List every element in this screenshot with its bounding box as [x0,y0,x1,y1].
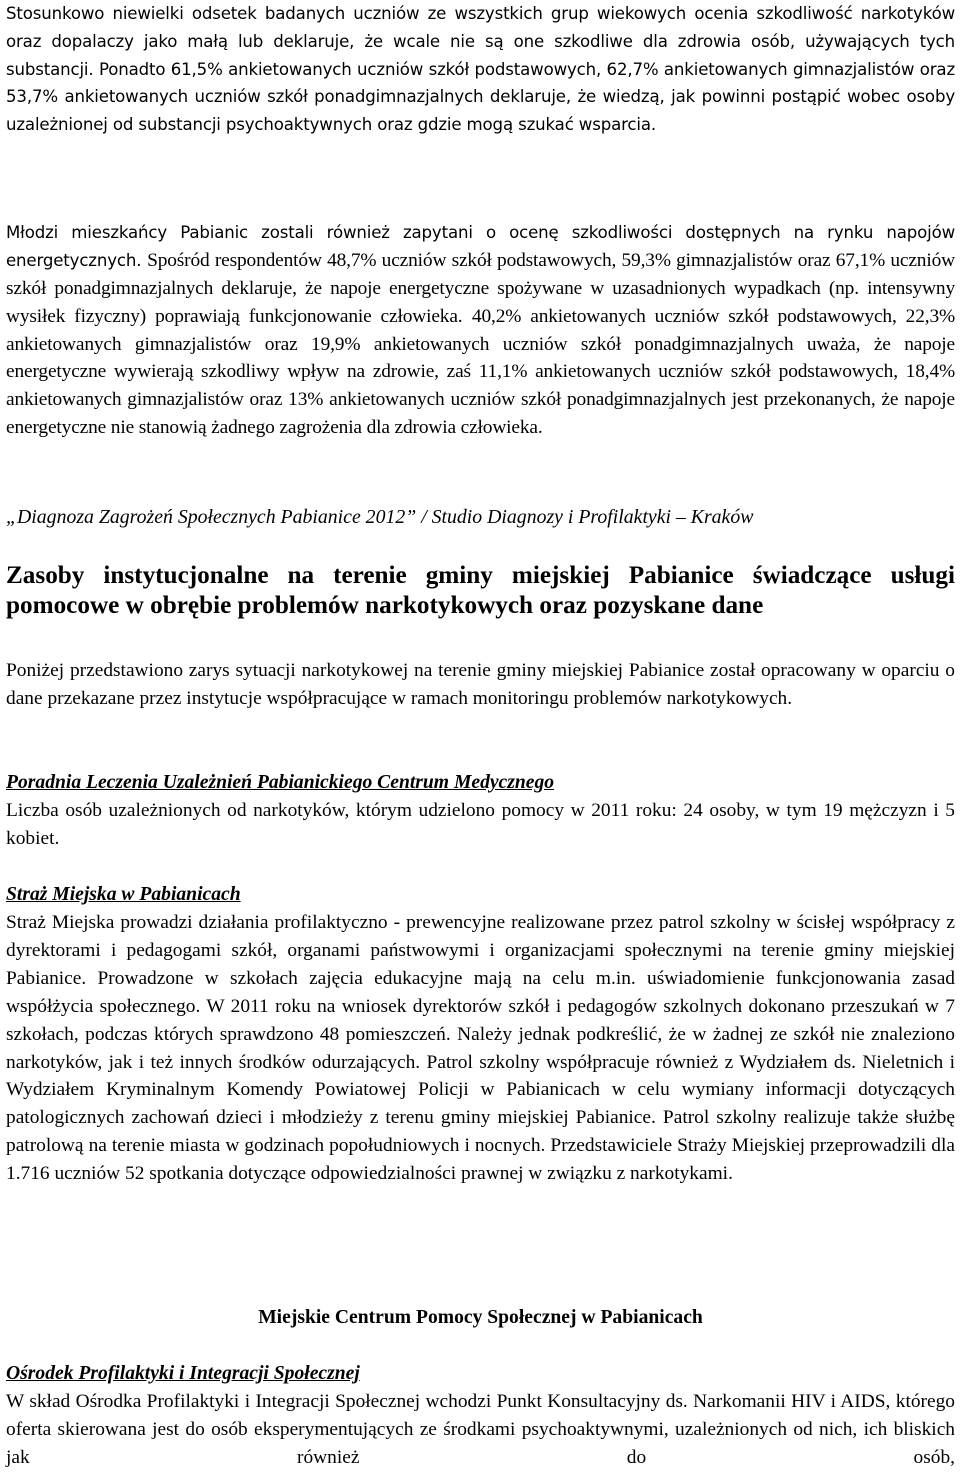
paragraph-text: 40,2% ankietowanych uczniów szkół podstawowych, 22,3% ankietowanych gimnazjalistów oraz 19,9% ankietowanych uczniów szkół ponadgimnazjalnych uważa, że napoje energetyczne wywierają szkodliwy wpływ na zdrowie, zaś 11,1% ankietowanych uczniów szkół podstawowych, 18,4% ankietowanych gimnazjalistów oraz 13% ankietowanych uczniów szkół ponadgimnazjalnych jest przekonanych, że napoje energetyczne nie stanowią żadnego zagrożenia dla zdrowia człowieka. [6,305,956,439]
paragraph-text: Spośród respondentów 48,7% uczniów szkół podstawowych, 59,3% gimnazjalistów oraz 67,1% uczniów szkół ponadgimnazjalnych deklaruje, że napoje energetyczne spożywane w uzasadnionych wypadkach (np. intensywny wysiłek fizyczny) poprawiają funkcjonowanie człowieka. [6,249,955,327]
intro-paragraph: Poniżej przedstawiono zarys sytuacji narkotykowej na terenie gminy miejskiej Pabianice został opracowany w oparciu o dane przekazane przez instytucje współpracujące w ramach monitoringu problemów narkotykowych. [6,660,955,709]
osrodek-paragraph: W skład Ośrodka Profilaktyki i Integracji Społecznej wchodzi Punkt Konsultacyjny ds. Narkomanii HIV i AIDS, którego oferta skierowana jest do osób eksperymentujących ze środkami psychoaktywnymi, uzależnionych od nich, ich bliskich jak również do osób, [6,1391,955,1468]
straz-paragraph: Straż Miejska prowadzi działania profilaktyczno - prewencyjne realizowane przez patrol szkolny w ścisłej współpracy z dyrektorami i pedagogami szkół, organami państwowymi i organizacjami społecznymi na terenie gminy miejskiej Pabianice. Prowadzone w szkołach zajęcia edukacyjne mają na celu m.in. uświadomienie funkcjonowania zasad współżycia społecznego. W 2011 roku na wniosek dyrektorów szkół i pedagogów szkolnych dokonano przeszukań w 7 szkołach, podczas których sprawdzono 48 pomieszczeń. Należy jednak podkreślić, że w żadnej ze szkół nie znaleziono narkotyków, jak i też innych środków odurzających. Patrol szkolny współpracuje również z Wydziałem ds. Nieletnich i Wydziałem Kryminalnym Komendy Powiatowej Policji w Pabianicach w celu wymiany informacji dotyczących patologicznych zachowań dzieci i młodzieży z terenu gminy miejskiej Pabianice. Patrol szkolny realizuje także służbę patrolową na terenie miasta w godzinach popołudniowych i nocnych. Przedstawiciele Straży Miejskiej przeprowadzili dla 1.716 uczniów 52 spotkania dotyczące odpowiedzialności prawnej w związku z narkotykami. [6,912,955,1185]
section-heading: Zasoby instytucjonalne na terenie gminy miejskiej Pabianice świadczące usługi pomocowe w obrębie problemów narkotykowych oraz pozyskane dane [6,562,955,619]
paragraph-energy-drinks-question [6,219,955,442]
poradnia-paragraph: Liczba osób uzależnionych od narkotyków, którym udzielono pomocy w 2011 roku: 24 osoby, w tym 19 mężczyzn i 5 kobiet. [6,800,955,849]
energy-drinks-block [6,219,955,442]
poradnia-title: Poradnia Leczenia Uzależnień Pabianickiego Centrum Medycznego [6,772,555,793]
osrodek-title: Ośrodek Profilaktyki i Integracji Społecznej [6,1363,360,1384]
straz-title: Straż Miejska w Pabianicach [6,884,241,905]
mcps-title: Miejskie Centrum Pomocy Społecznej w Pabianicach [258,1307,703,1328]
paragraph-text: Ponadto 61,5% ankietowanych uczniów szkół podstawowych, 62,7% ankietowanych gimnazjalistów oraz 53,7% ankietowanych uczniów szkół ponadgimnazjalnych deklaruje, że wiedzą, jak powinni postąpić wobec osoby uzależnionej od substancji psychoaktywnych oraz gdzie mogą szukać wsparcia. [6,59,956,135]
survey-paragraphs [6,0,955,139]
citation: „Diagnoza Zagrożeń Społecznych Pabianice 2012” / Studio Diagnozy i Profilaktyki – Kraków [6,506,754,528]
paragraph-text: Młodzi mieszkańcy Pabianic zostali również zapytani o ocenę szkodliwości dostępnych na rynku napojów energetycznych. [6,223,955,270]
paragraph-harmfulness [6,0,955,139]
paragraph-text: Stosunkowo niewielki odsetek badanych uczniów ze wszystkich grup wiekowych ocenia szkodliwość narkotyków oraz dopalaczy jako małą lub deklaruje, że wcale nie są one szkodliwe dla zdrowia osób, używających tych substancji. [6,4,955,79]
